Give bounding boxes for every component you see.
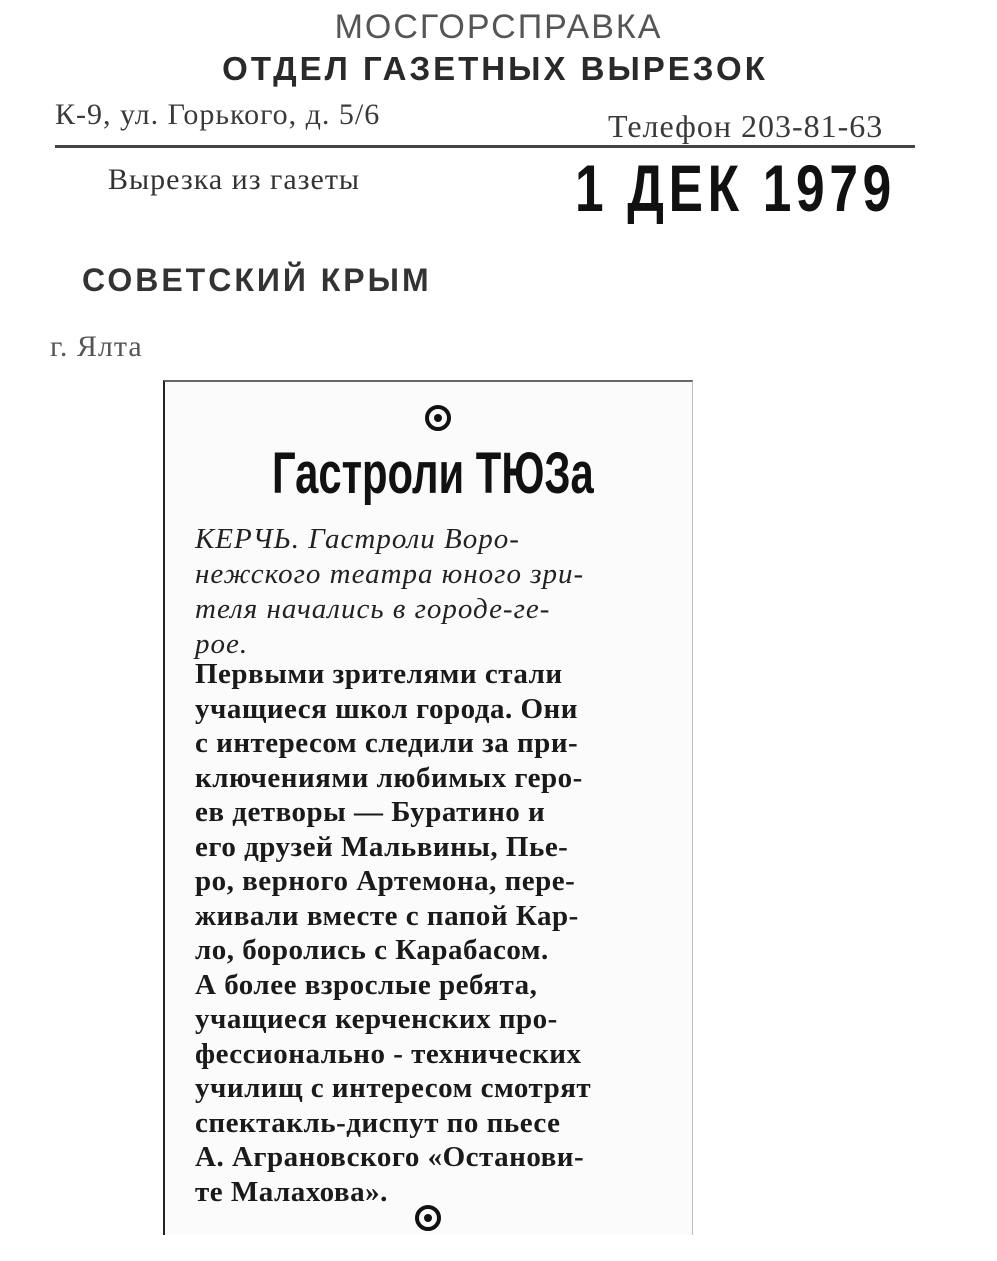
newspaper-name: СОВЕТСКИЙ КРЫМ	[82, 262, 432, 298]
circle-ornament-icon	[415, 1205, 441, 1231]
department-title: ОТДЕЛ ГАЗЕТНЫХ ВЫРЕЗОК	[222, 50, 768, 87]
body-line: ев детворы — Буратино и	[195, 796, 546, 828]
body-line: те Малахова».	[195, 1175, 388, 1208]
body-line: ло, боролись с Карабасом.	[195, 934, 549, 966]
body-line: его друзей Мальвины, Пье-	[195, 830, 569, 863]
city-label: г. Ялта	[50, 330, 143, 363]
body-line: учащиеся керченских про-	[195, 1003, 558, 1035]
lead-line: КЕРЧЬ. Гастроли Воро-	[195, 523, 520, 555]
date-stamp: 1 ДЕК 1979	[575, 151, 896, 225]
body-line: живали вместе с папой Кар-	[195, 899, 579, 932]
body-line: с интересом следили за при-	[195, 727, 579, 759]
body-line: А. Аграновского «Останови-	[195, 1141, 585, 1173]
lead-line: нежского театра юного зри-	[195, 558, 585, 590]
body-line: Первыми зрителями стали	[195, 658, 563, 690]
article-body	[195, 657, 591, 1209]
article-lead	[195, 522, 665, 662]
circle-ornament-icon	[425, 405, 451, 431]
body-line: спектакль-диспут по пьесе	[195, 1106, 561, 1139]
body-line: фессионально - технических	[195, 1037, 582, 1070]
agency-address: К-9, ул. Горького, д. 5/6	[55, 98, 381, 131]
article-headline: Гастроли ТЮЗа	[272, 441, 594, 506]
lead-line: рое.	[195, 628, 249, 660]
agency-title: МОСГОРСПРАВКА	[334, 8, 663, 46]
body-line: А более взрослые ребята,	[195, 968, 538, 1001]
cutting-label: Вырезка из газеты	[108, 163, 361, 196]
lead-line: теля начались в городе-ге-	[195, 593, 551, 625]
body-line: ключениями любимых геро-	[195, 761, 583, 794]
header-divider	[55, 145, 915, 148]
agency-phone: Телефон 203-81-63	[608, 108, 884, 144]
body-line: учащиеся школ города. Они	[195, 692, 578, 725]
body-line: училищ с интересом смотрят	[195, 1072, 592, 1104]
body-line: ро, верного Артемона, пере-	[195, 865, 576, 897]
